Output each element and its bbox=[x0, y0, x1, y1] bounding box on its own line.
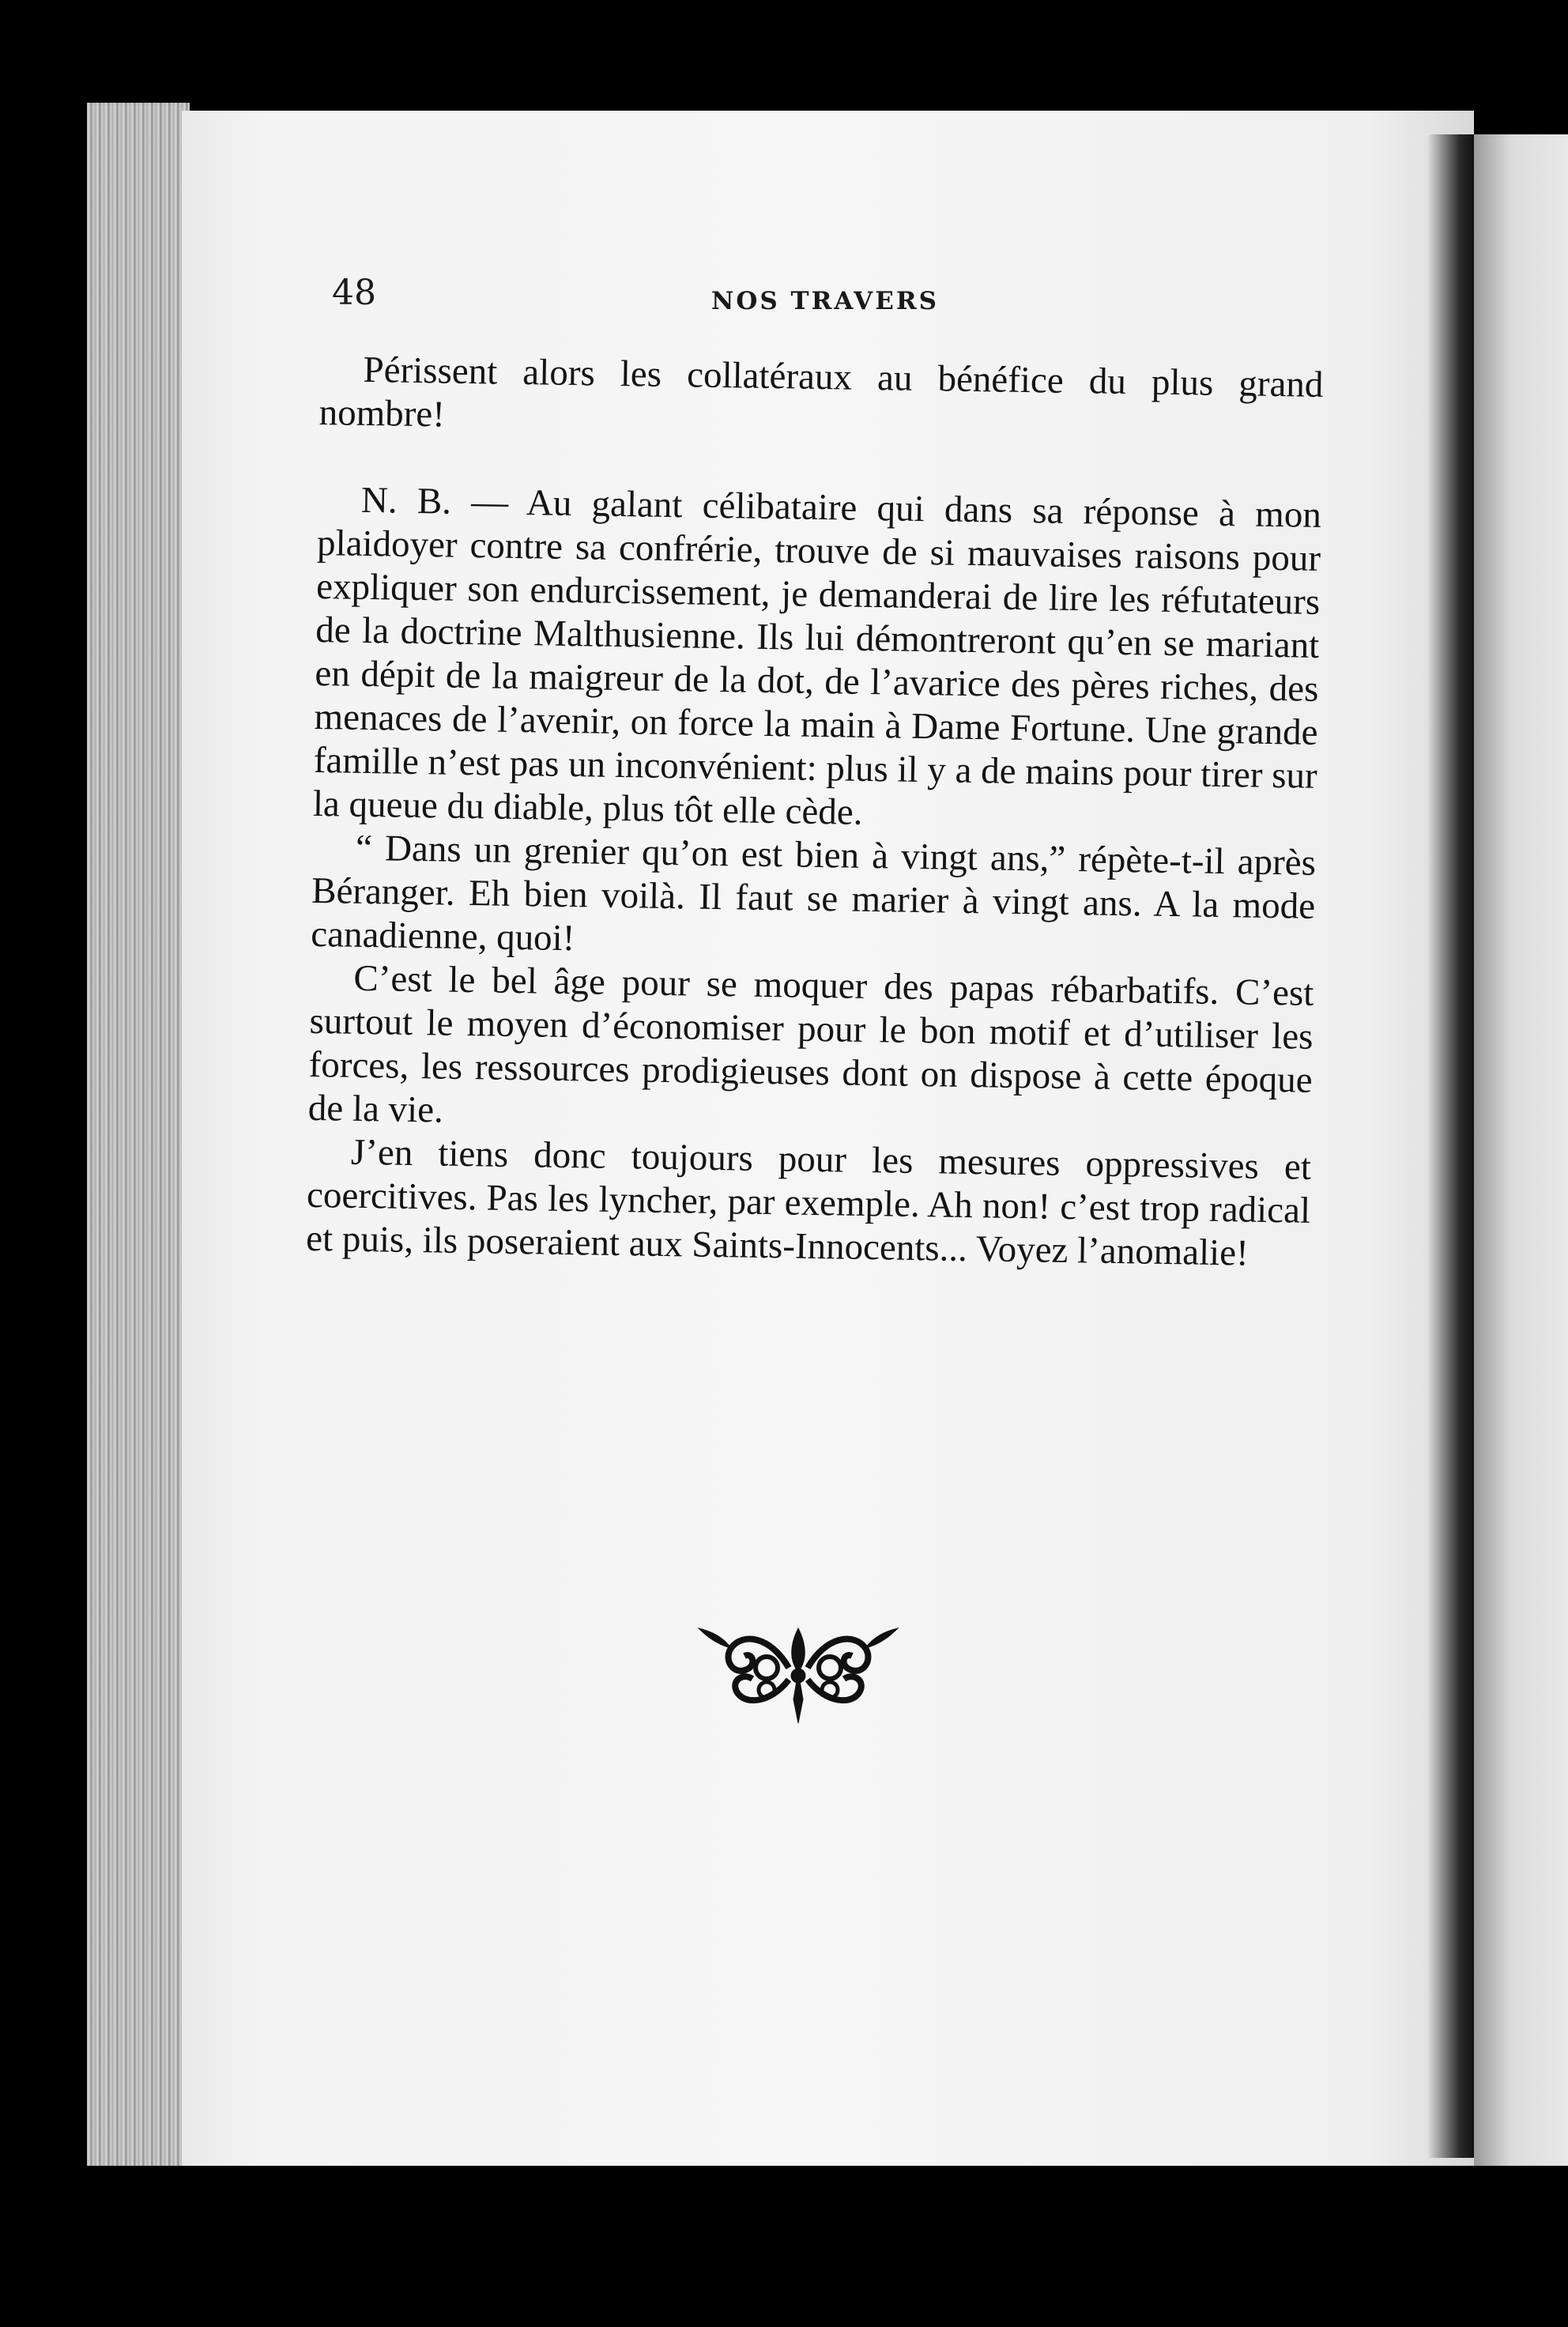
running-head bbox=[332, 273, 1320, 328]
paragraph: “ Dans un grenier qu’on est bien à vingt ans,” répète-t-il après Béranger. Eh bien voilà. Il faut se marier à vingt ans. A la mode canadienne, quoi! bbox=[310, 827, 1317, 960]
fleuron-ornament-icon bbox=[695, 1612, 901, 1731]
paragraph: Périssent alors les collatéraux au bénéfice du plus grand nombre! bbox=[318, 349, 1324, 436]
running-title: NOS TRAVERS bbox=[711, 287, 939, 315]
book-gutter bbox=[1427, 134, 1474, 2158]
body-text bbox=[306, 348, 1324, 1277]
page-number: 48 bbox=[332, 273, 376, 313]
facing-page bbox=[1474, 134, 1568, 2166]
paragraph: N. B. — Au galant célibataire qui dans sa réponse à mon plaidoyer contre sa confrérie, trouve de si mauvaises raisons pour expliquer son endurcissement, je demanderai de lire les réfutateurs de la doctrine Malthusienne. Ils lui démontreront qu’en se mariant en dépit de la maigreur de la dot, de l’avarice des pères riches, des menaces de l’avenir, on force la main à Dame Fortune. Une grande famille n’est pas un inconvénient: plus il y a de mains pour tirer sur la queue du diable, plus tôt elle cède. bbox=[312, 479, 1322, 833]
paragraph: C’est le bel âge pour se moquer des papas rébarbatifs. C’est surtout le moyen d’économiser pour le bon motif et d’utiliser les forces, les ressources prodigieuses dont on dispose à cette époque de la vie. bbox=[307, 957, 1314, 1131]
paragraph: J’en tiens donc toujours pour les mesures oppressives et coercitives. Pas les lyncher, par exemple. Ah non! c’est trop radical et puis, ils poseraient aux Saints-Innocents... Voyez l’anomalie! bbox=[305, 1131, 1312, 1274]
page-edges bbox=[87, 103, 190, 2166]
